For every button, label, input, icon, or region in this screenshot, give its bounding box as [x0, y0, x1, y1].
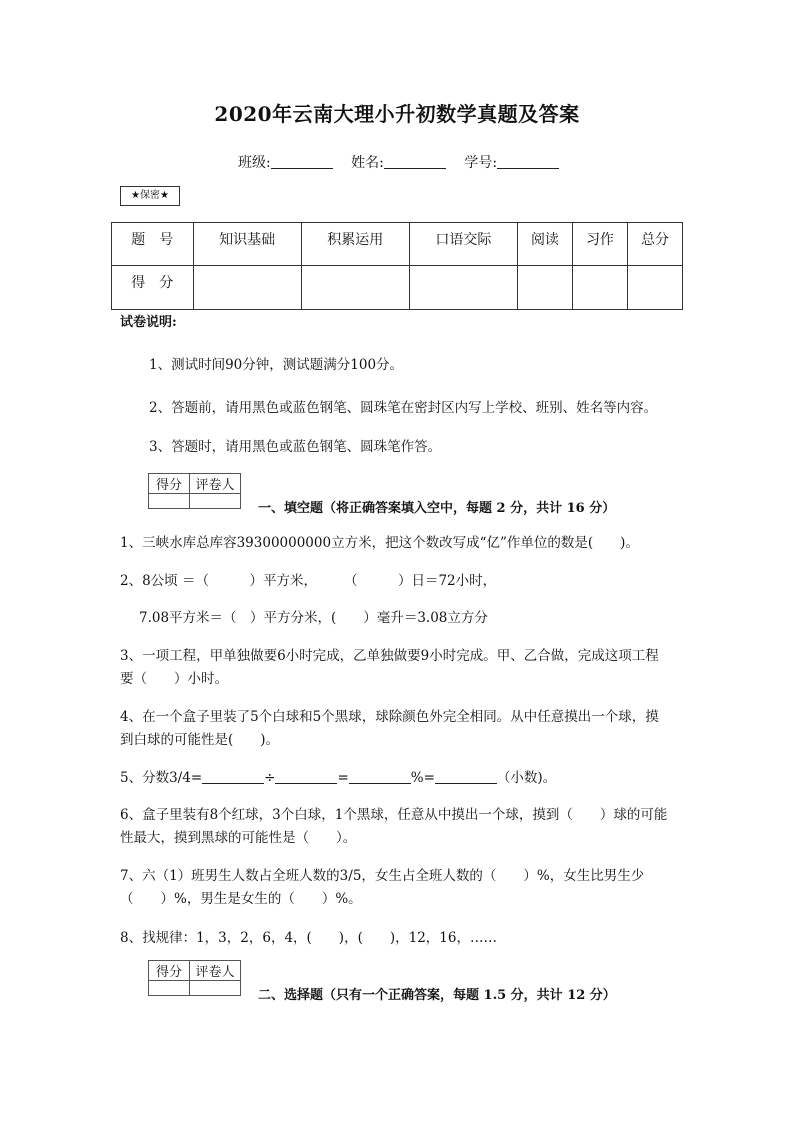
- question-3b: 要（ ）小时。: [120, 671, 228, 687]
- score-header-cell: 题 号: [112, 223, 194, 266]
- score-cell[interactable]: [301, 266, 409, 310]
- grader-name-label: 评卷人: [190, 961, 241, 981]
- score-header-cell: 阅读: [517, 223, 572, 266]
- instructions-title: 试卷说明:: [120, 315, 177, 330]
- grader-name-label: 评卷人: [190, 474, 241, 494]
- question-8: 8、找规律：1，3，2，6，4，( )，( )，12，16，……: [120, 930, 497, 946]
- grader-name-cell[interactable]: [190, 494, 241, 509]
- question-1: 1、三峡水库总库容39300000000立方米，把这个数改写成“亿”作单位的数是( )。: [120, 535, 639, 551]
- q5-blank-4[interactable]: [435, 769, 497, 784]
- score-table: [111, 222, 683, 310]
- question-4b: 到白球的可能性是( )。: [120, 732, 280, 748]
- grader-score-label: 得分: [149, 961, 190, 981]
- score-header-cell: 口语交际: [409, 223, 517, 266]
- question-6a: 6、盒子里装有8个红球，3个白球，1个黑球，任意从中摸出一个球，摸到（ ）球的可能: [120, 807, 668, 823]
- student-info: [238, 152, 573, 172]
- score-header-cell: 习作: [572, 223, 627, 266]
- section1-heading: 一、填空题（将正确答案填入空中，每题 2 分，共计 16 分）: [258, 501, 616, 516]
- question-2a: 2、8公顷 ＝（ ）平方米， （ ）日＝72小时，: [120, 573, 497, 589]
- id-label: 学号:: [464, 155, 498, 171]
- grader-name-cell[interactable]: [190, 981, 241, 996]
- section2-heading: 二、选择题（只有一个正确答案，每题 1.5 分，共计 12 分）: [258, 988, 616, 1003]
- class-label: 班级:: [238, 155, 271, 171]
- question-7b: （ ）%，男生是女生的（ ）%。: [120, 891, 362, 907]
- question-3a: 3、一项工程，甲单独做要6小时完成，乙单独做要9小时完成。甲、乙合做，完成这项工程: [120, 648, 659, 664]
- question-2b: 7.08平方米＝（ ）平方分米，( ）毫升＝3.08立方分: [139, 610, 488, 626]
- instruction-item: 1、测试时间90分钟，测试题满分100分。: [149, 357, 404, 373]
- grader-box-2: [148, 960, 241, 996]
- name-label: 姓名:: [351, 155, 384, 171]
- score-row-label: 得 分: [112, 266, 194, 310]
- score-header-cell: 知识基础: [193, 223, 301, 266]
- question-5: [120, 766, 556, 786]
- q5-eq: =: [337, 770, 349, 786]
- question-7a: 7、六（1）班男生人数占全班人数的3/5，女生占全班人数的（ ）%，女生比男生少: [120, 868, 645, 884]
- q5-pct: %=: [410, 770, 435, 786]
- q5-blank-1[interactable]: [202, 769, 264, 784]
- grader-box-1: [148, 473, 241, 509]
- instruction-item: 2、答题前，请用黑色或蓝色钢笔、圆珠笔在密封区内写上学校、班别、姓名等内容。: [149, 400, 658, 416]
- q5-div: ÷: [264, 770, 276, 786]
- name-field[interactable]: [384, 154, 446, 169]
- page-title: 2020年云南大理小升初数学真题及答案: [214, 102, 580, 126]
- grader-score-cell[interactable]: [149, 494, 190, 509]
- score-cell[interactable]: [572, 266, 627, 310]
- q5-prefix: 5、分数3/4=: [120, 770, 203, 786]
- grader-score-cell[interactable]: [149, 981, 190, 996]
- score-cell[interactable]: [517, 266, 572, 310]
- score-header-cell: 总分: [627, 223, 682, 266]
- score-header-cell: 积累运用: [301, 223, 409, 266]
- q5-blank-2[interactable]: [275, 769, 337, 784]
- grader-score-label: 得分: [149, 474, 190, 494]
- question-6b: 性最大，摸到黑球的可能性是（ ）。: [120, 830, 357, 846]
- class-field[interactable]: [271, 154, 333, 169]
- secret-stamp: ★保密★: [120, 186, 180, 206]
- q5-blank-3[interactable]: [349, 769, 411, 784]
- score-cell[interactable]: [193, 266, 301, 310]
- score-cell[interactable]: [627, 266, 682, 310]
- id-field[interactable]: [497, 154, 559, 169]
- q5-suffix: （小数)。: [496, 770, 557, 786]
- question-4a: 4、在一个盒子里装了5个白球和5个黑球，球除颜色外完全相同。从中任意摸出一个球，摸: [120, 709, 659, 725]
- score-cell[interactable]: [409, 266, 517, 310]
- instruction-item: 3、答题时，请用黑色或蓝色钢笔、圆珠笔作答。: [149, 439, 442, 455]
